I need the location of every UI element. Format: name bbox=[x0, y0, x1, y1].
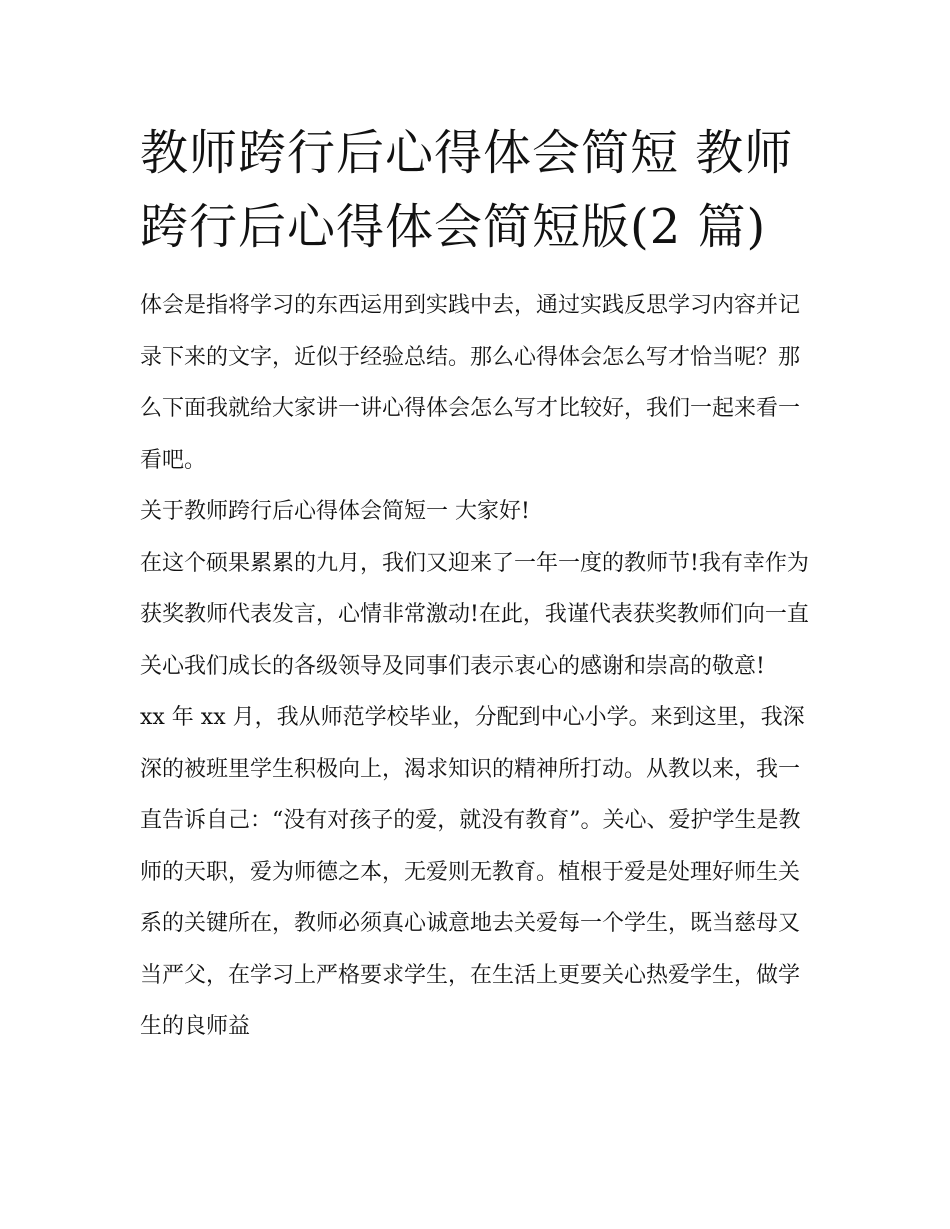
document-title: 教师跨行后心得体会简短 教师跨行后心得体会简短版(2 篇) bbox=[140, 125, 794, 255]
body-paragraph: xx 年 xx 月，我从师范学校毕业，分配到中心小学。来到这里，我深深的被班里学生积极向上，渴求知识的精神所打动。从教以来，我一直告诉自己：“没有对孩子的爱，就没有教育”。关心、爱护学生是教师的天职，爱为师德之本，无爱则无教育。植根于爱是处理好师生关系的关键所在，教师必须真心诚意地去关爱每一个学生，既当慈母又当严父，在学习上严格要求学生，在生活上更要关心热爱学生，做学生的良师益 bbox=[140, 705, 805, 1039]
section-heading: 关于教师跨行后心得体会简短一 大家好! bbox=[140, 499, 530, 524]
document-body bbox=[140, 280, 816, 1053]
intro-paragraph: 体会是指将学习的东西运用到实践中去，通过实践反思学习内容并记录下来的文字，近似于经验总结。那么心得体会怎么写才恰当呢？那么下面我就给大家讲一讲心得体会怎么写才比较好，我们一起来看一看吧。 bbox=[140, 293, 801, 473]
body-paragraph: 在这个硕果累累的九月，我们又迎来了一年一度的教师节!我有幸作为获奖教师代表发言，心情非常激动!在此，我谨代表获奖教师们向一直关心我们成长的各级领导及同事们表示衷心的感谢和崇高的敬意! bbox=[140, 550, 809, 679]
